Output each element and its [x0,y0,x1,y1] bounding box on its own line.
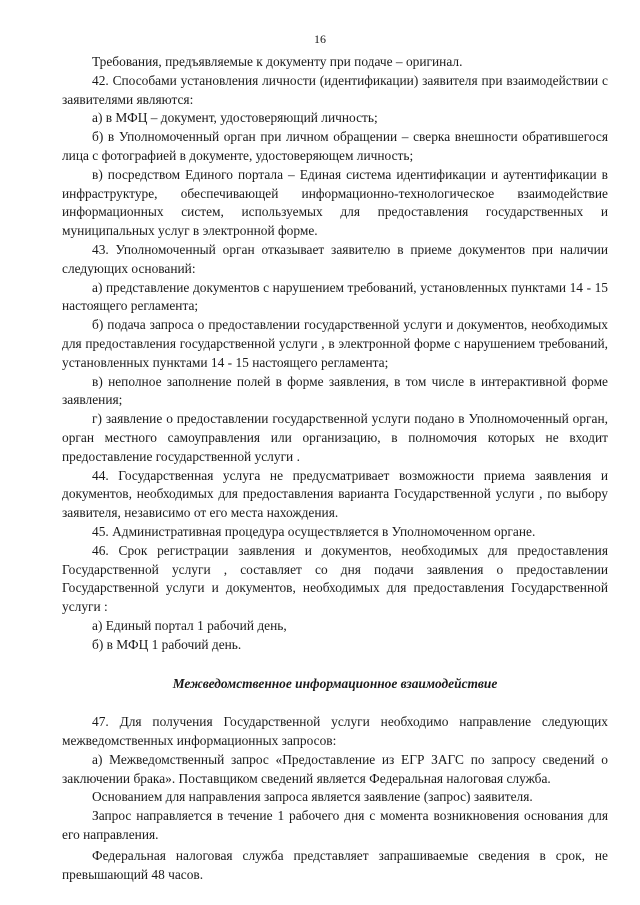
paragraph-46-a: а) Единый портал 1 рабочий день, [92,617,287,633]
paragraph-43-b: б) подача запроса о предоставлении государственной услуги и документов, необходимых для предоставления государственной услуги , в электронной форме с нарушением требований, установленных пунктами 14 - 15 настоящего регламента; [62,317,608,370]
paragraph-43-a: а) представление документов с нарушением требований, установленных пунктами 14 - 15 настоящего регламента; [62,279,608,314]
paragraph-44: 44. Государственная услуга не предусматривает возможности приема заявления и документов, необходимых для предоставления варианта Государственной услуги , по выбору заявителя, независимо от его места нахождения. [62,467,608,521]
section-heading: Межведомственное информационное взаимодействие [172,675,498,691]
paragraph-47: 47. Для получения Государственной услуги необходимо направление следующих межведомственных информационных запросов: [62,714,608,749]
paragraph-46-b: б) в МФЦ 1 рабочий день. [92,636,242,652]
paragraph-47-a: а) Межведомственный запрос «Предоставление из ЕГР ЗАГС по запросу сведений о заключении брака». Поставщиком сведений является Федеральная налоговая служба. [62,751,608,786]
paragraph-43-v: в) неполное заполнение полей в форме заявления, в том числе в интерактивной форме заявления; [62,373,608,408]
paragraph-42-a: а) в МФЦ – документ, удостоверяющий личность; [92,110,378,126]
paragraph-response-timing: Федеральная налоговая служба представляет запрашиваемые сведения в срок, не превышающий 48 часов. [62,847,608,882]
paragraph-43: 43. Уполномоченный орган отказывает заявителю в приеме документов при наличии следующих оснований: [62,241,608,276]
paragraph-42: 42. Способами установления личности (идентификации) заявителя при взаимодействии с заявителями являются: [62,72,608,107]
paragraph-42-b: б) в Уполномоченный орган при личном обращении – сверка внешности обратившегося лица с фотографией в документе, удостоверяющем личность; [62,129,608,163]
paragraph-45: 45. Административная процедура осуществляется в Уполномоченном органе. [92,523,536,539]
paragraph-42-v: в) посредством Единого портала – Единая система идентификации и аутентификации в инфраструктуре, обеспечивающей информационно-технологическое взаимодействие информационных систем, используемых для предоставления государственных и муниципальных услуг в электронной форме. [62,166,608,239]
paragraph-basis: Основанием для направления запроса является заявление (запрос) заявителя. [92,789,533,805]
paragraph-requirements: Требования, предъявляемые к документу при подаче – оригинал. [92,54,463,69]
paragraph-43-g: г) заявление о предоставлении государственной услуги подано в Уполномоченный орган, орган местного самоуправления или организацию, в полномочия которых не входит предоставление государственной услуги . [62,411,608,464]
paragraph-46: 46. Срок регистрации заявления и документов, необходимых для предоставления Государственной услуги , составляет со дня подачи заявления о предоставлении Государственной услуги и документов, необходимых для предоставления Государственной услуги : [62,542,608,615]
page-number: 16 [314,32,326,46]
paragraph-request-timing: Запрос направляется в течение 1 рабочего дня с момента возникновения основания для его направления. [62,808,608,843]
document-body [62,53,608,884]
